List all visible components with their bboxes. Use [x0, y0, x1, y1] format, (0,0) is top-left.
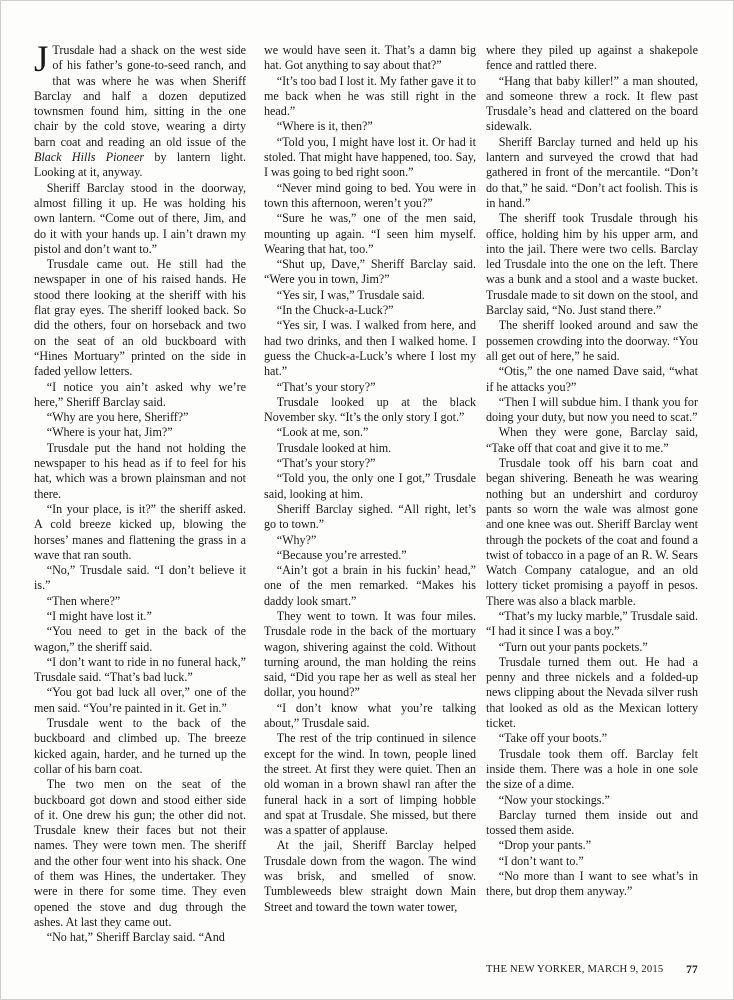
paragraph: Trusdale came out. He still had the newspaper in one of his raised hands. He stood there looking at the sheriff with his flat gray eyes. The sheriff looked back. So did the others, four on horseback and two on the seat of an old buckboard with “Hines Mortuary” printed on the side in faded yellow letters. [34, 257, 246, 379]
paragraph: “Look at me, son.” [276, 425, 369, 440]
paragraph: “Why?” [276, 532, 317, 547]
paragraph: “Because you’re arrested.” [276, 547, 407, 562]
paragraph: where they piled up against a shakepole fence and rattled there. [486, 43, 698, 73]
paragraph: Sheriff Barclay sighed. “All right, let’s go to town.” [264, 501, 476, 532]
paragraph: “Sure he was,” one of the men said, mounting up again. “I seen him myself. Wearing that hat, too.” [264, 211, 476, 256]
paragraph: “Turn out your pants pockets.” [498, 639, 648, 654]
text-column-2 [264, 43, 476, 915]
paragraph: The rest of the trip continued in silence except for the wind. In town, people lined the street. At first they were quiet. Then an old woman in a brown shawl ran after the funeral hack in a sort of limping hobble and spat at Trusdale. She missed, but there was a spatter of applause. [264, 731, 476, 838]
paragraph: “I might have lost it.” [46, 608, 152, 623]
paragraph: “Told you, I might have lost it. Or had it stoled. That might have happened, too. Say, I was going to bed right soon.” [264, 134, 476, 180]
paragraph: Sheriff Barclay turned and held up his lantern and surveyed the crowd that had gathered in front of the mercantile. “Don’t do that,” he said. “Don’t act foolish. This is in hand.” [486, 134, 698, 210]
paragraph: “It’s too bad I lost it. My father gave it to me back when he was still right in the head.” [264, 73, 476, 119]
paragraph: Trusdale put the hand not holding the newspaper to his head as if to feel for his hat, which was a brown plainsman and not there. [34, 440, 246, 501]
paragraph: “Why are you here, Sheriff?” [46, 410, 189, 425]
paragraph: The sheriff took Trusdale through his office, holding him by his upper arm, and into the jail. There were two cells. Barclay led Trusdale into the one on the left. There was a bunk and a stool and a waste bucket. Trusdale made to sit down on the stool, and Barclay said, “No. Just stand there.” [486, 211, 698, 318]
paragraph: “Ain’t got a brain in his fuckin’ head,” one of the men remarked. “Makes his daddy look smart.” [264, 563, 476, 608]
paragraph: Trusdale went to the back of the buckboard and climbed up. The breeze kicked again, harder, and he turned up the collar of his barn coat. [34, 716, 246, 776]
text-column-3 [486, 43, 698, 900]
paragraph: “Then I will subdue him. I thank you for doing your duty, but now you need to scat.” [486, 394, 698, 425]
paragraph: J Trusdale had a shack on the west side of his father’s gone-to-seed ranch, and that was where he was when Sheriff Barclay and half a dozen deputized townsmen found him, sitting in the one chair by the cold stove, wearing a dirty barn coat and reading an old issue of the Black Hills Pioneer by lantern light. Looking at it, anyway. [34, 39, 246, 180]
paragraph: Trusdale took them off. Barclay felt inside them. There was a hole in one sole the size of a dime. [486, 746, 698, 792]
drop-cap: J [34, 39, 49, 80]
paragraph: Sheriff Barclay stood in the doorway, almost filling it up. He was holding his own lantern. “Come out of there, Jim, and do it with your hands up. I ain’t drawn my pistol and don’t want to.” [34, 180, 246, 256]
paragraph: Trusdale turned them out. He had a penny and three nickels and a folded-up news clipping about the Nevada silver rush that looked as old as the Mexican lottery ticket. [486, 654, 698, 731]
paragraph: we would have seen it. That’s a damn big hat. Got anything to say about that?” [264, 43, 476, 73]
page-footer [486, 964, 698, 976]
paragraph: The sheriff looked around and saw the possemen crowding into the doorway. “You all get out of here,” he said. [486, 318, 698, 363]
paragraph: “Told you, the only one I got,” Trusdale said, looking at him. [264, 471, 476, 501]
paragraph: “Then where?” [46, 593, 121, 608]
paragraph: “Yes sir, I was,” Trusdale said. [276, 287, 425, 302]
paragraph: “Drop your pants.” [498, 838, 592, 853]
paragraph: At the jail, Sheriff Barclay helped Trusdale down from the wagon. The wind was brisk, and smelled of snow. Tumbleweeds blew straight down Main Street and toward the town water tower, [264, 838, 476, 914]
paragraph: When they were gone, Barclay said, “Take off that coat and give it to me.” [486, 425, 698, 455]
paragraph: “No,” Trusdale said. “I don’t believe it is.” [34, 563, 246, 593]
paragraph: “You need to get in the back of the wagon,” the sheriff said. [34, 624, 246, 654]
paragraph: They went to town. It was four miles. Trusdale rode in the back of the mortuary wagon, shivering against the cold. Without turning around, the man holding the reins said, “Did you rape her as well as steal her dollar, you hound?” [264, 608, 476, 700]
paragraph: Barclay turned them inside out and tossed them aside. [486, 807, 698, 838]
paragraph: “You got bad luck all over,” one of the men said. “You’re painted in it. Get in.” [34, 685, 246, 715]
paragraph: “Shut up, Dave,” Sheriff Barclay said. “Were you in town, Jim?” [264, 257, 476, 287]
paragraph: “Take off your boots.” [498, 731, 608, 746]
paragraph: “I don’t know what you’re talking about,” Trusdale said. [264, 700, 476, 731]
paragraph: “I don’t want to ride in no funeral hack,” Trusdale said. “That’s bad luck.” [34, 654, 246, 685]
text-column-1 [34, 39, 246, 946]
paragraph: “In your place, is it?” the sheriff asked. A cold breeze kicked up, blowing the horses’ manes and flattening the grass in a wave that ran south. [34, 501, 246, 562]
paragraph: Trusdale took off his barn coat and began shivering. Beneath he was wearing nothing but an undershirt and corduroy pants so worn the wale was almost gone and one knee was out. Sheriff Barclay went through the pockets of the coat and found a twist of tobacco in a page of an R. W. Sears Watch Company catalogue, and an old lottery ticket promising a payoff in pesos. There was also a black marble. [486, 456, 698, 608]
paragraph: “That’s your story?” [276, 379, 376, 394]
publication-line: THE NEW YORKER, MARCH 9, 2015 [486, 964, 664, 975]
newspaper-title: Black Hills Pioneer [34, 150, 145, 165]
paragraph: Trusdale looked up at the black November sky. “It’s the only story I got.” [264, 394, 476, 425]
paragraph: The two men on the seat of the buckboard got down and stood either side of it. One drew his gun; the other did not. Trusdale knew their faces but not their names. They were town men. The sheriff and the other four went into his shack. One of them was Hines, the undertaker. They were in there for some time. They even opened the stove and dug through the ashes. At last they came out. [34, 777, 246, 929]
paragraph: “Now your stockings.” [498, 792, 610, 807]
paragraph: “That’s your story?” [276, 456, 376, 471]
paragraph: “Otis,” the one named Dave said, “what if he attacks you?” [486, 364, 698, 394]
paragraph: “Never mind going to bed. You were in town this afternoon, weren’t you?” [264, 180, 476, 210]
paragraph: “Hang that baby killer!” a man shouted, and someone threw a rock. It flew past Trusdale’s head and clattered on the board sidewalk. [486, 73, 698, 134]
paragraph: “I notice you ain’t asked why we’re here,” Sheriff Barclay said. [34, 379, 246, 409]
paragraph: “Where is it, then?” [276, 119, 373, 134]
paragraph: “No hat,” Sheriff Barclay said. “And [46, 930, 225, 945]
paragraph: Trusdale looked at him. [276, 440, 392, 455]
paragraph: “No more than I want to see what’s in there, but drop them anyway.” [486, 869, 698, 899]
paragraph: “Yes sir, I was. I walked from here, and had two drinks, and then I walked home. I guess the Chuck-a-Luck’s where I lost my hat.” [264, 318, 476, 379]
paragraph: “That’s my lucky marble,” Trusdale said. “I had it since I was a boy.” [486, 608, 698, 639]
paragraph: “I don’t want to.” [498, 853, 584, 868]
paragraph: “In the Chuck-a-Luck?” [276, 303, 394, 318]
paragraph: “Where is your hat, Jim?” [46, 425, 173, 440]
page-number: 77 [686, 964, 698, 976]
